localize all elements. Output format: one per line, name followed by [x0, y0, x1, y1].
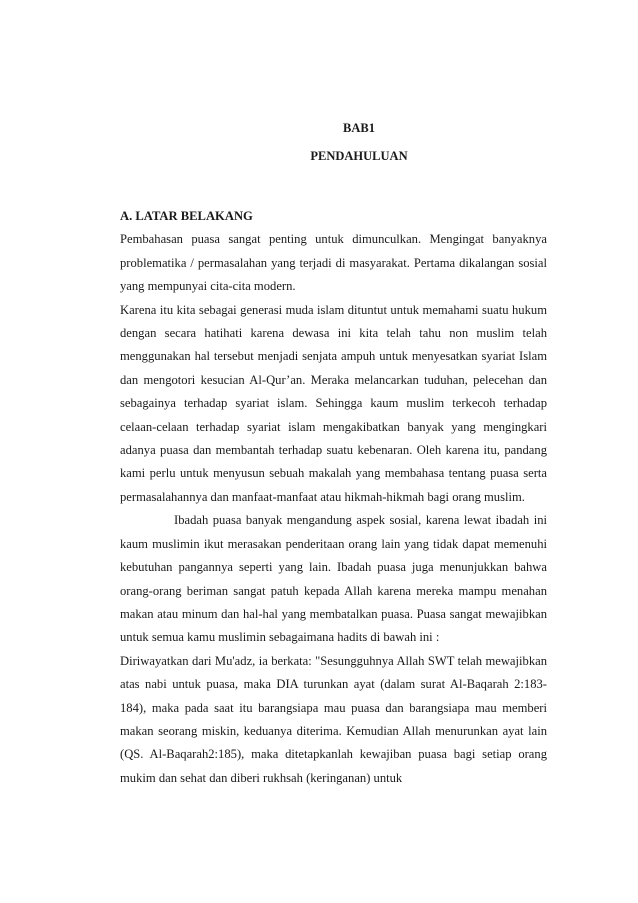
paragraph-intro: Pembahasan puasa sangat penting untuk dimunculkan. Mengingat banyaknya problematika / permasalahan yang terjadi di masyarakat. Pertama dikalangan sosial yang mempunyai cita-cita modern.	[120, 232, 547, 294]
chapter-title: PENDAHULUAN	[310, 149, 408, 163]
paragraph-social-aspect: Ibadah puasa banyak mengandung aspek sosial, karena lewat ibadah ini kaum muslimin ikut merasakan penderitaan orang lain yang tidak dapat memenuhi kebutuhan pangannya seperti yang lain. Ibadah puasa juga menunjukkan bahwa orang-orang beriman sangat patuh kepada Allah karena mereka mampu menahan makan atau minum dan hal-hal yang membatalkan puasa. Puasa sangat mewajibkan untuk semua kamu muslimin sebagaimana hadits di bawah ini :	[120, 513, 547, 645]
paragraph-hadith: Diriwayatkan dari Mu'adz, ia berkata: "Sesungguhnya Allah SWT telah mewajibkan atas nabi untuk puasa, maka DIA turunkan ayat (dalam surat Al-Baqarah 2:183-184), maka pada saat itu barangsiapa mau puasa dan barangsiapa mau memberi makan seorang miskin, keduanya diterima. Kemudian Allah menurunkan ayat lain (QS. Al-Baqarah2:185), maka ditetapkanlah kewajiban puasa bagi setiap orang mukim dan sehat dan diberi rukhsah (keringanan) untuk	[120, 653, 547, 785]
chapter-number: BAB1	[343, 121, 375, 135]
body-text	[120, 205, 547, 790]
section-heading: A. LATAR BELAKANG	[120, 209, 253, 223]
paragraph-background: Karena itu kita sebagai generasi muda islam dituntut untuk memahami suatu hukum dengan secara hatihati karena dewasa ini kita telah tahu non muslim telah menggunakan hal tersebut menjadi senjata ampuh untuk menyesatkan syariat Islam dan mengotori kesucian Al-Qur’an. Meraka melancarkan tuduhan, pelecehan dan sebagainya terhadap syariat islam. Sehingga kaum muslim terkecoh terhadap celaan-celaan terhadap syariat islam mengakibatkan banyak yang mengingkari adanya puasa dan membantah terhadap suatu kebenaran. Oleh karena itu, pandang kami perlu untuk menyusun sebuah makalah yang membahasa tentang puasa serta permasalahannya dan manfaat-manfaat atau hikmah-hikmah bagi orang muslim.	[120, 302, 547, 504]
